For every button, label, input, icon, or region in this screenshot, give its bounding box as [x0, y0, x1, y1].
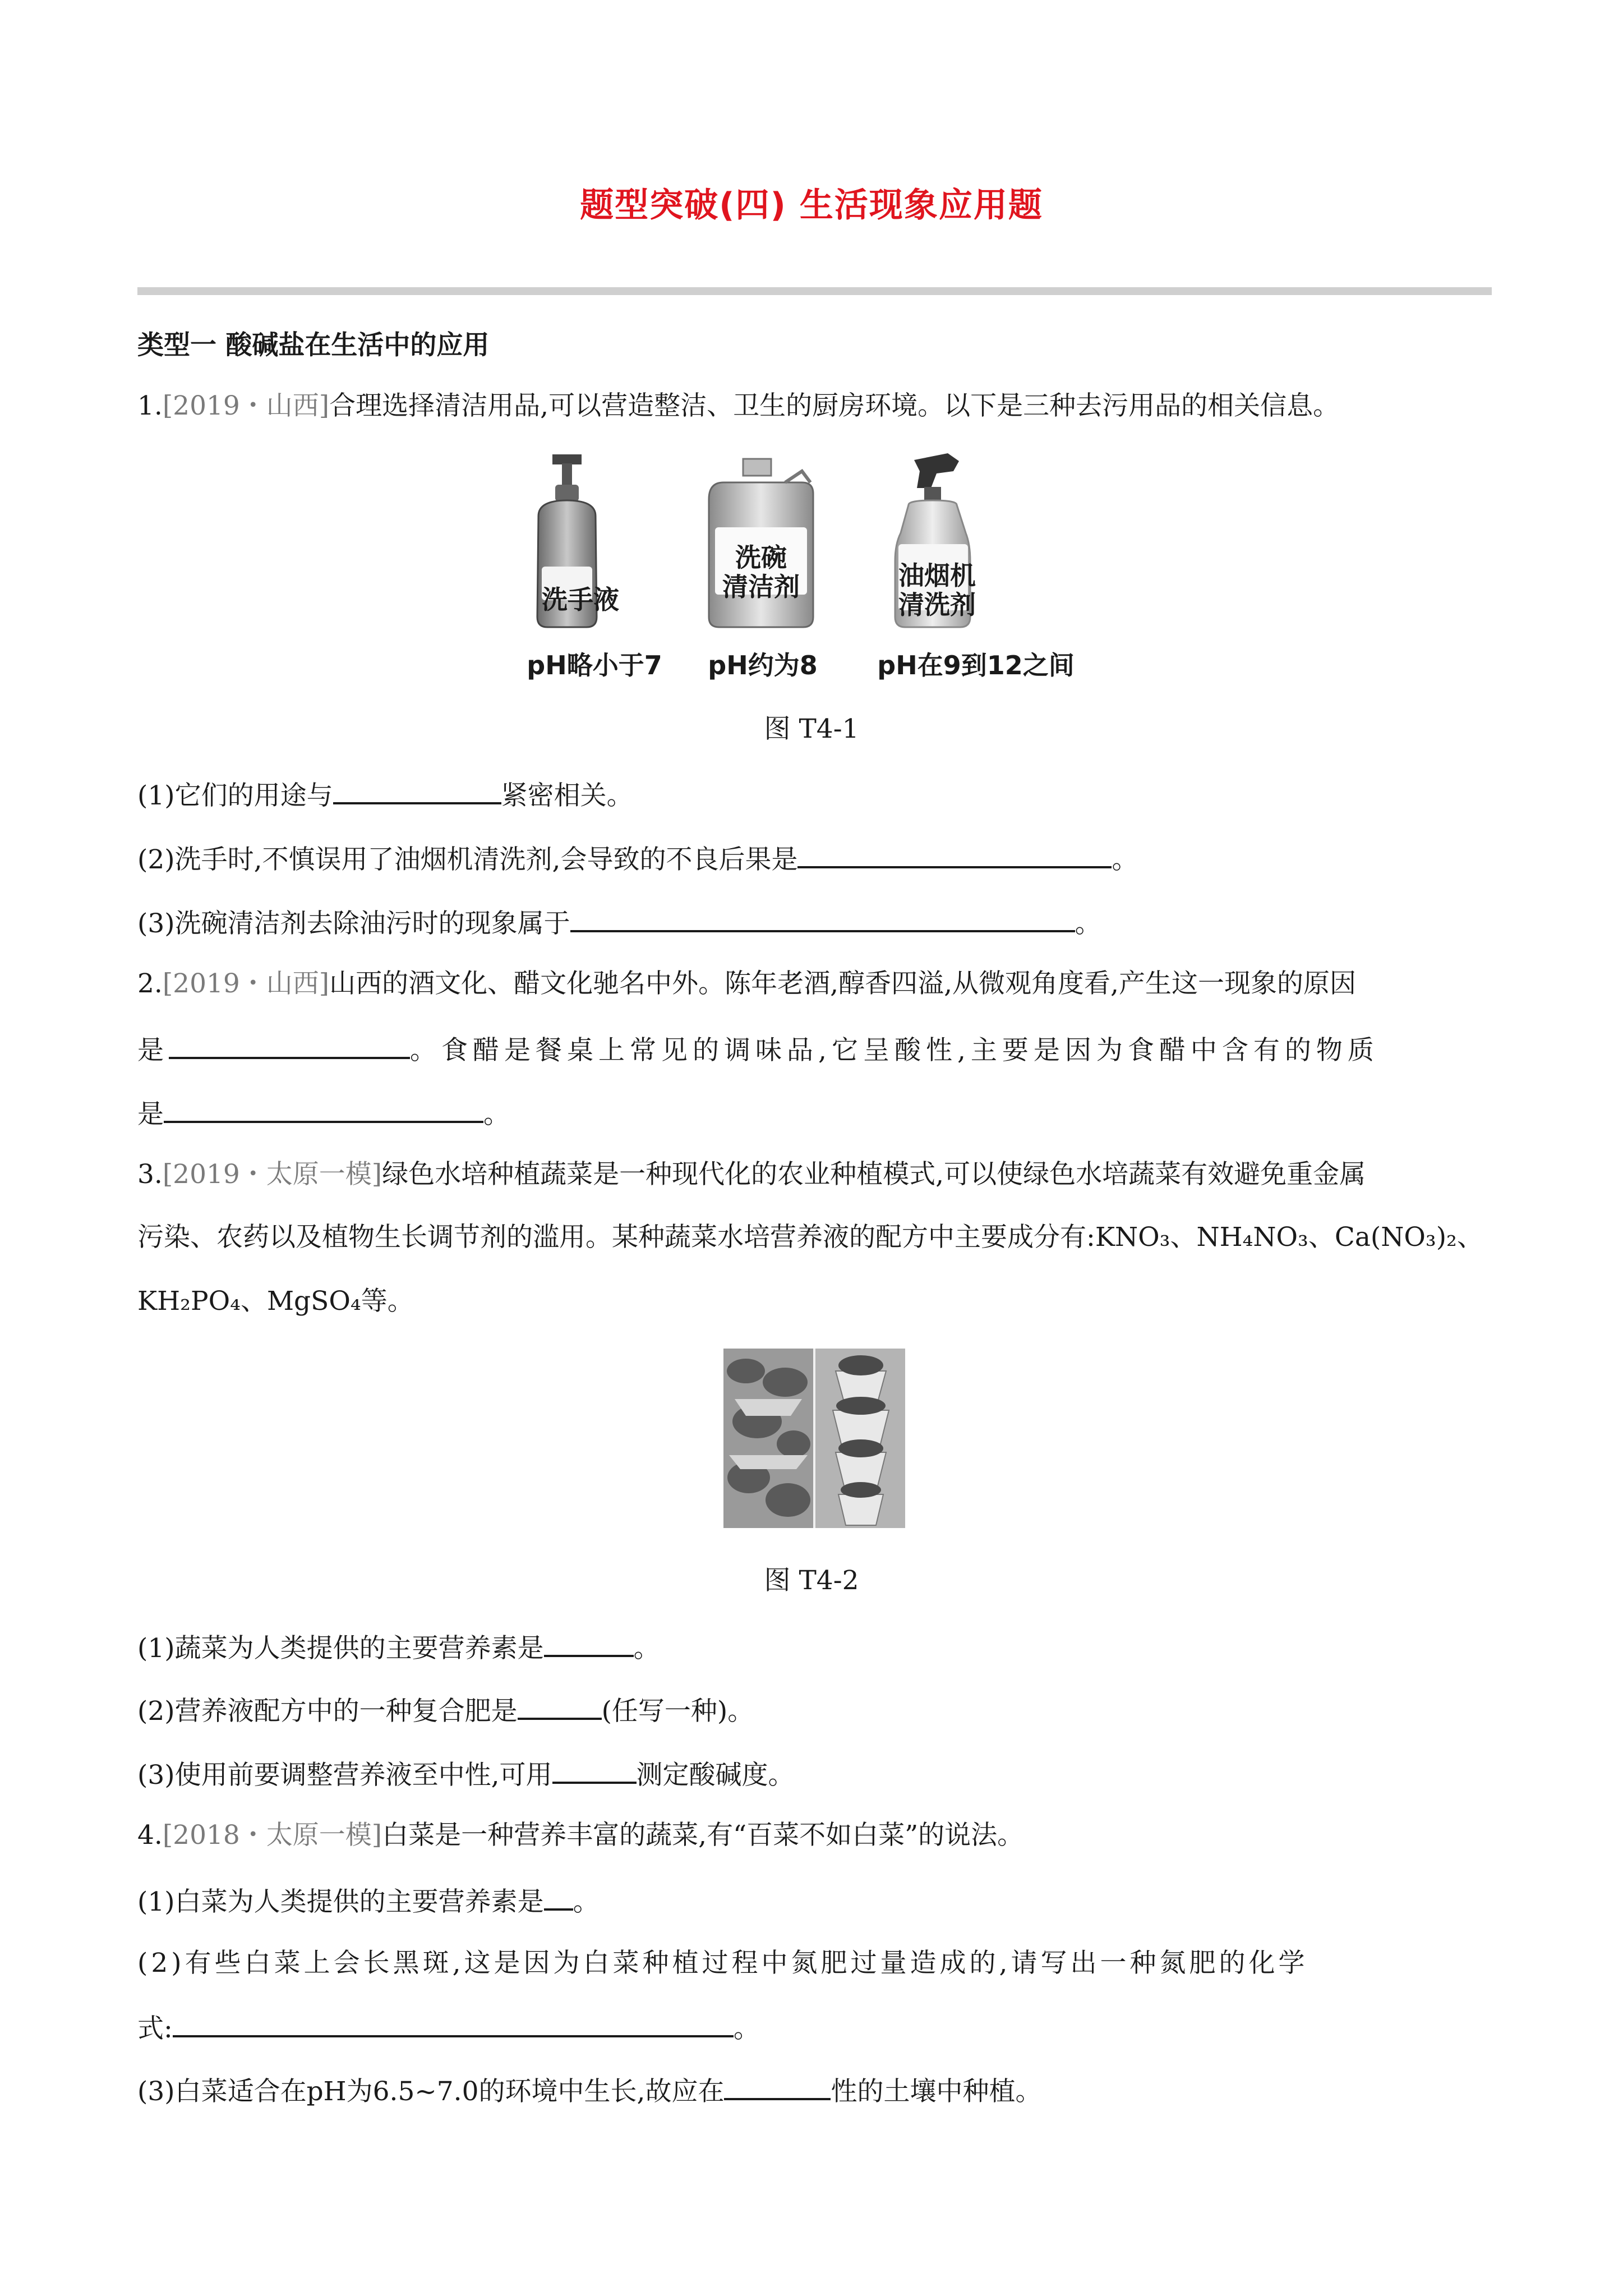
answer-blank[interactable]: [797, 840, 1112, 868]
page-title: 题型突破(四) 生活现象应用题: [580, 186, 1043, 225]
q3-sub2: (2)营养液配方中的一种复合肥是 (任写一种)。: [137, 1692, 754, 1728]
answer-blank[interactable]: [544, 1883, 573, 1911]
q3-line3: KH₂PO₄、MgSO₄等。: [137, 1286, 414, 1317]
q2-line3: 是 。: [137, 1095, 510, 1131]
hydroponic-vegetables-photo: [723, 1349, 905, 1528]
q3-stem: 3.[2019・太原一模]绿色水培种植蔬菜是一种现代化的农业种植模式,可以使绿色水培蔬菜有效避免重金属: [137, 1159, 1366, 1190]
q3-line2: 污染、农药以及植物生长调节剂的滥用。某种蔬菜水培营养液的配方中主要成分有:KNO₃、NH₄NO₃、Ca(NO₃)₂、: [137, 1222, 1483, 1253]
title-divider: [137, 287, 1492, 295]
product-label-spray-line2: 清洗剂: [898, 590, 976, 620]
product-ph-hand-soap: pH略小于7: [527, 650, 662, 680]
q1-sub1: (1)它们的用途与 紧密相关。: [137, 776, 633, 813]
q1-sub2: (2)洗手时,不慎误用了油烟机清洗剂,会导致的不良后果是 。: [137, 840, 1138, 877]
q4-sub3: (3)白菜适合在pH为6.5~7.0的环境中生长,故应在 性的土壤中种植。: [137, 2072, 1041, 2109]
q4-sub2: (2)有些白菜上会长黑斑,这是因为白菜种植过程中氮肥过量造成的,请写出一种氮肥的化学: [137, 1948, 1308, 1978]
q1-source: [2019・山西]: [162, 390, 330, 421]
section-heading: 类型一 酸碱盐在生活中的应用: [137, 330, 490, 361]
answer-blank[interactable]: [169, 1031, 410, 1059]
q3-sub3: (3)使用前要调整营养液至中性,可用 测定酸碱度。: [137, 1756, 795, 1792]
answer-blank[interactable]: [552, 1756, 637, 1784]
product-label-spray-line1: 油烟机: [898, 560, 976, 591]
q1-sub3: (3)洗碗清洁剂去除油污时的现象属于 。: [137, 904, 1101, 941]
figure-caption-t4-2: 图 T4-2: [764, 1565, 859, 1596]
q4-stem: 4.[2018・太原一模]白菜是一种营养丰富的蔬菜,有“百菜不如白菜”的说法。: [137, 1820, 1024, 1851]
q1-number: 1.: [137, 390, 163, 421]
q4-source: [2018・太原一模]: [162, 1820, 382, 1851]
answer-blank[interactable]: [518, 1692, 602, 1720]
product-label-dish-line2: 清洁剂: [722, 572, 800, 602]
q2-line2: 是 。食醋是餐桌上常见的调味品,它呈酸性,主要是因为食醋中含有的物质: [137, 1031, 1379, 1068]
q2-stem: 2.[2019・山西]山西的酒文化、醋文化驰名中外。陈年老酒,醇香四溢,从微观角度看,产生这一现象的原因: [137, 968, 1356, 999]
answer-blank[interactable]: [570, 904, 1075, 932]
answer-blank[interactable]: [164, 1095, 483, 1123]
answer-blank[interactable]: [173, 2009, 734, 2037]
q1-stem: [137, 389, 1339, 423]
answer-blank[interactable]: [544, 1629, 634, 1657]
figure-caption-t4-1: 图 T4-1: [764, 714, 859, 744]
product-ph-dish: pH约为8: [708, 650, 818, 680]
answer-blank[interactable]: [724, 2072, 831, 2100]
q3-sub1: (1)蔬菜为人类提供的主要营养素是 。: [137, 1629, 660, 1665]
q4-sub2-line2: 式: 。: [137, 2009, 760, 2046]
product-label-dish-line1: 洗碗: [735, 542, 787, 573]
q1-text: 合理选择清洁用品,可以营造整洁、卫生的厨房环境。以下是三种去污用品的相关信息。: [329, 390, 1340, 421]
q2-source: [2019・山西]: [162, 968, 330, 999]
q4-sub1: (1)白菜为人类提供的主要营养素是 。: [137, 1883, 600, 1919]
answer-blank[interactable]: [333, 776, 501, 804]
q3-source: [2019・太原一模]: [162, 1159, 382, 1190]
product-label-hand-soap: 洗手液: [542, 585, 619, 615]
product-ph-spray: pH在9到12之间: [877, 650, 1075, 680]
